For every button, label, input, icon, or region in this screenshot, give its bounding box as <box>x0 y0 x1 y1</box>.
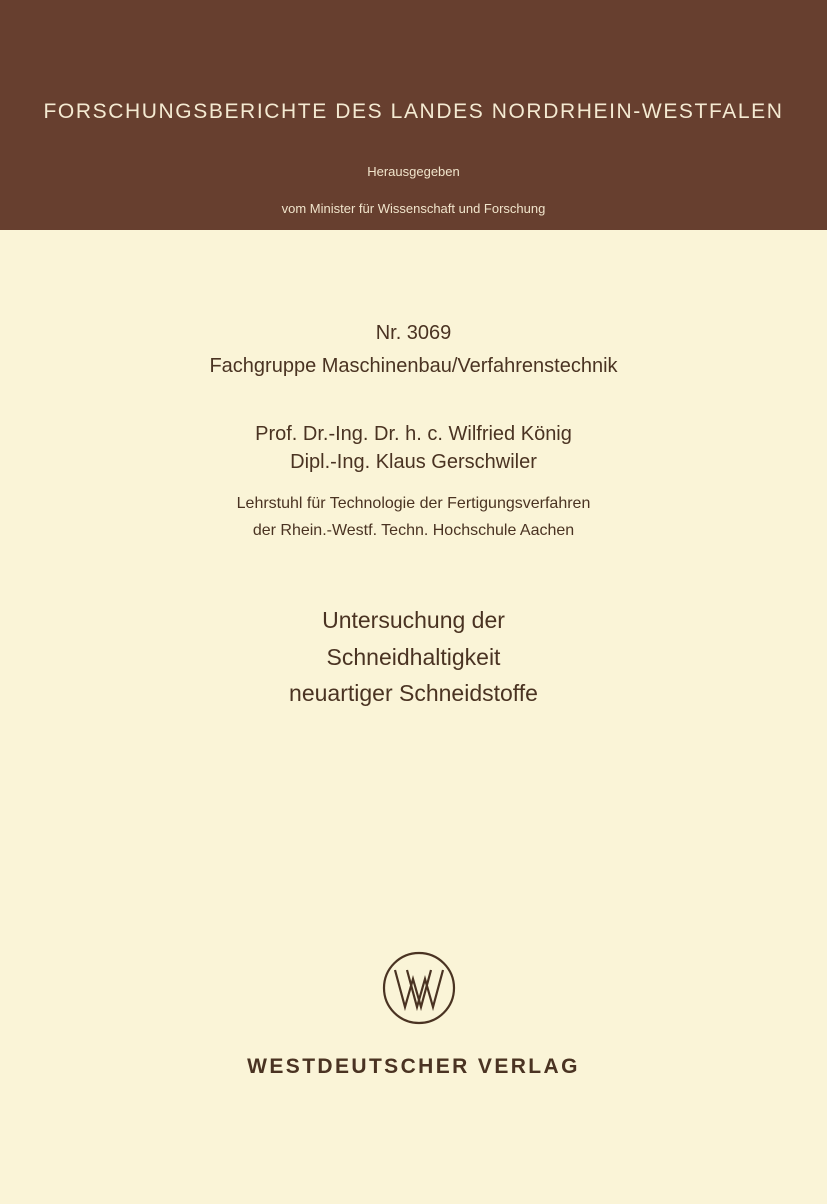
author-1: Prof. Dr.-Ing. Dr. h. c. Wilfried König <box>255 423 572 445</box>
institution-line-1: Lehrstuhl für Technologie der Fertigungsverfahren <box>236 495 591 512</box>
title-line-2: Schneidhaltigkeit <box>326 644 501 670</box>
header-band <box>0 0 827 230</box>
issued-label: Herausgegeben <box>367 164 460 179</box>
publisher-name: WESTDEUTSCHER VERLAG <box>247 1055 580 1078</box>
series-title: FORSCHUNGSBERICHTE DES LANDES NORDRHEIN-WESTFALEN <box>43 100 784 123</box>
subject-group: Fachgruppe Maschinenbau/Verfahrenstechnik <box>209 355 618 377</box>
report-number: Nr. 3069 <box>375 322 452 344</box>
title-line-3: neuartiger Schneidstoffe <box>289 680 538 706</box>
ww-logo-icon <box>381 950 457 1026</box>
issued-by: vom Minister für Wissenschaft und Forschung <box>281 201 546 216</box>
author-2: Dipl.-Ing. Klaus Gerschwiler <box>290 451 537 473</box>
institution-line-2: der Rhein.-Westf. Techn. Hochschule Aachen <box>252 522 575 539</box>
title-line-1: Untersuchung der <box>322 607 505 633</box>
